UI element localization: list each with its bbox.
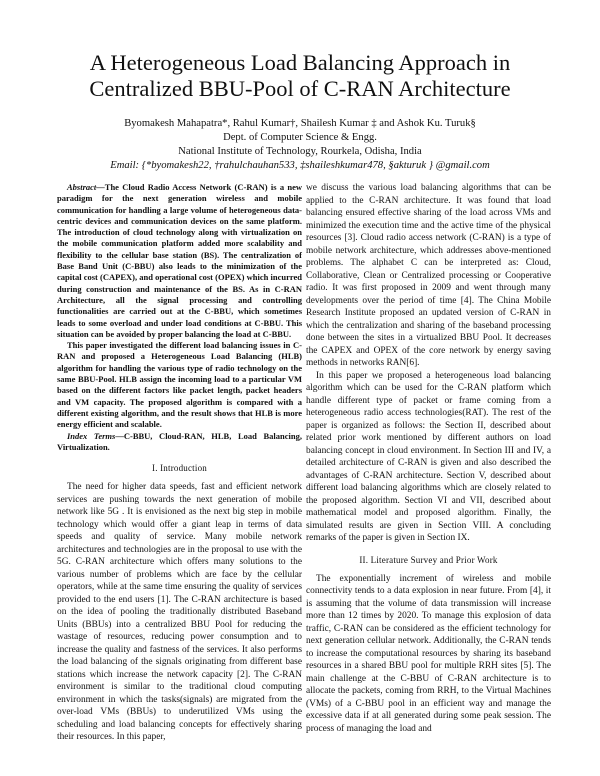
intro-paragraph-2: In this paper we proposed a heterogeneous load balancing algorithm which can be used for the C-RAN platform which handle different type of packet or frame coming from a heterogeneous radio access technologies(RAT). The rest of the paper is organized as follows: the Section II, described about related prior work mentioned by different authors on load balancing concept in cloud environment. In Section III and IV, a detailed architecture of C-RAN is given and also described the advantages of C-RAN architecture. Section V, described about different load balancing algorithms which are closely related to the proposed algorithm. Section VI and VII, described about mathematical model and proposed algorithm. Finally, the simulated results are given in Section VIII. A concluding remarks of the paper is given in Section IX. bbox=[306, 370, 551, 543]
section-heading-introduction: I. Introduction bbox=[152, 463, 207, 474]
index-terms-text: —C-BBU, Cloud-RAN, HLB, Load Balancing, Virtualization. bbox=[57, 430, 302, 452]
abstract-label: Abstract— bbox=[67, 182, 105, 192]
abstract-paragraph bbox=[57, 182, 302, 340]
authors-line: Byomakesh Mahapatra*, Rahul Kumar†, Shailesh Kumar ‡ and Ashok Ku. Turuk§ bbox=[124, 118, 476, 129]
paper-title: A Heterogeneous Load Balancing Approach in Centralized BBU-Pool of C-RAN Architecture bbox=[89, 50, 511, 101]
section-heading-literature: II. Literature Survey and Prior Work bbox=[359, 554, 498, 565]
index-terms bbox=[57, 431, 302, 454]
right-column bbox=[306, 182, 551, 735]
intro-paragraph-1: The need for higher data speeds, fast and efficient network services are pushing towards the next generation of mobile network like 5G . It is envisioned as the next big step in mobile technology which would offer a giant leap in terms of data speeds and quality of service. Many mobile network architectures and technologies are in the proposal to use with the 5G. C-RAN architecture which offers many solutions to the various number of problems which are face by the cellular operators, while at the same time ensuring the quality of services provided to the end users [1]. The C-RAN architecture is based on the idea of pooling the traditionally distributed Baseband Units (BBUs) into a centralized BBU Pool for reducing the wastage of resources, reducing power consumption and to increase the quality and fastness of the services. It also performs the load balancing of the signals originating from different base stations which increase the network capacity [2]. The C-RAN environment is similar to the traditional cloud computing environment in which the tasks(signals) are migrated from the over-load VMs (BBUs) to underutilized VMs using the scheduling and load balancing concepts for effectively sharing their resources. In this paper, bbox=[57, 482, 302, 743]
email-line: Email: {*byomakesh22, †rahulchauhan533, ‡shaileshkumar478, §akturuk } @gmail.com bbox=[110, 160, 490, 171]
intro-paragraph-1-cont: we discuss the various load balancing algorithms that can be applied to the C-RAN architecture. It was found that load balancing ensured effective sharing of the load across VMs and minimized the execution time and the active time of the physical resources [3]. Cloud radio access network (C-RAN) is a type of mobile network architecture, which addresses above-mentioned problems. The alphabet C can be interpreted as: Cloud, Collaborative, Clean or Centralized processing or Cooperative radio. It was first proposed in 2009 and went through many developments over the period of time [4]. The China Mobile Research Institute proposed an updated version of C-RAN in which the centralization and sharing of the baseband processing done between the sites in a virtualized BBU Pool. It decreases the CAPEX and OPEX of the core network by energy saving methods in networks RAN[6]. bbox=[306, 183, 551, 368]
abstract-text: The Cloud Radio Access Network (C-RAN) is a new paradigm for the next generation wireless and mobile communication for handling a large volume of heterogeneous data-centric devices and communication devices on the same platform. The introduction of cloud technology along with virtualization on the mobile communication platform added more scalability and flexibility to the cellular base station (BS). The centralization of Base Band Unit (C-BBU) also leads to the minimization of the capital cost (CAPEX), and operational cost (OPEX) which incurred during construction and maintenance of the BS. As in C-RAN Architecture, all the signal processing and controlling functionalities are carried out at the C-BBU, which sometimes leads to some overload and under load conditions at C-BBU. This situation can be avoided by proper balancing the load at C-BBU. bbox=[57, 182, 302, 339]
abstract-paragraph-2: This paper investigated the different load balancing issues in C-RAN and proposed a Heterogeneous Load Balancing (HLB) algorithm for handling the various type of radio technology on the same BBU-Pool. HLB assign the incoming load to a particular VM based on the different factors like packet length, packet headers and VM capacity. The proposed algorithm is compared with a different existing algorithm, and the result shows that HLB is more energy efficient and scalable. bbox=[57, 340, 302, 430]
index-terms-label: Index Terms bbox=[67, 430, 116, 441]
author-block bbox=[40, 117, 560, 173]
literature-paragraph-1: The exponentially increment of wireless and mobile connectivity tends to a data explosion in near future. From [4], it is assuming that the volume of data transmission will increase more than 12 times by 2020. To manage this explosion of data traffic, C-RAN can be considered as the efficient technology for next generation cellular network. Additionally, the C-RAN tends to increase the computational resources by sharing its baseband resources in a shared BBU pool for multiple RRH sites [5]. The main challenge at the C-BBU of C-RAN architecture is to allocate the packets, coming from RRH, to the Virtual Machines (VMs) of a C-BBU pool in an efficient way and manage the excessive data if at all generated during some peak session. The process of managing the load and bbox=[306, 573, 551, 734]
affiliation-institute: National Institute of Technology, Rourkela, Odisha, India bbox=[178, 146, 422, 157]
left-column bbox=[57, 182, 302, 744]
affiliation-dept: Dept. of Computer Science & Engg. bbox=[223, 132, 377, 143]
